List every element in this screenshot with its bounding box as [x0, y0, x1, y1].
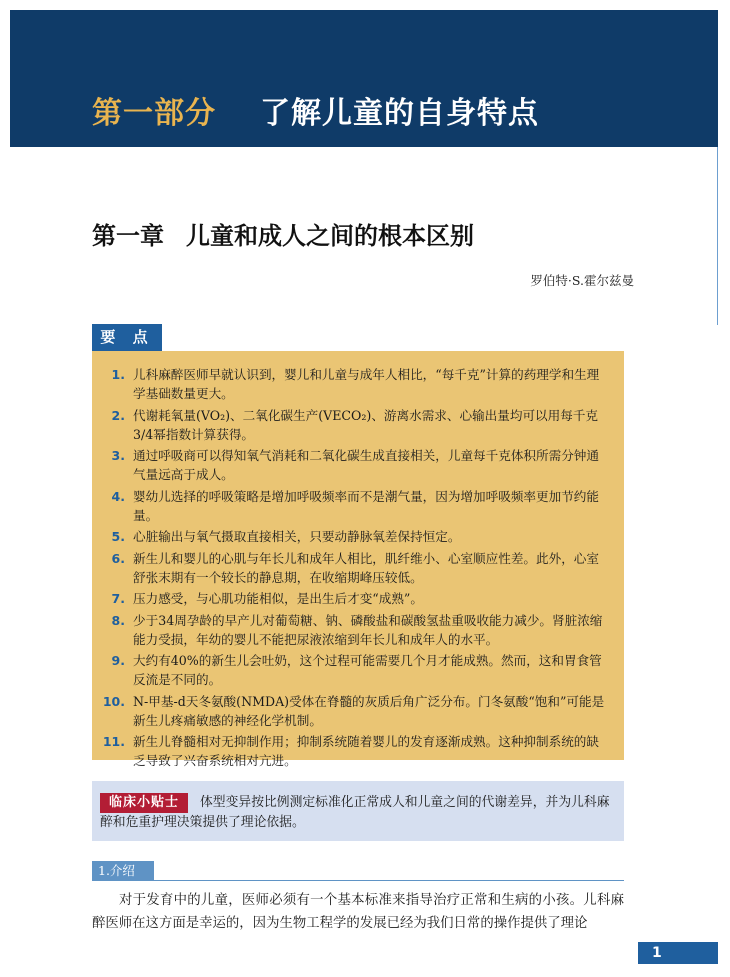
key-point-number: 7.	[111, 591, 125, 606]
part-title	[92, 88, 539, 132]
chapter-heading: 儿童和成人之间的根本区别	[186, 222, 474, 250]
key-point-text: 儿科麻醉医师早就认识到，婴儿和儿童与成年人相比，“每千克”计算的药理学和生理学基础数量更大。	[133, 367, 600, 401]
key-points-list	[92, 365, 624, 773]
key-point-item	[92, 651, 624, 689]
section-heading-intro: 1.介绍	[92, 861, 154, 880]
key-point-text: 大约有40%的新生儿会吐奶，这个过程可能需要几个月才能成熟。然而，这和胃食管反流是不同的。	[133, 653, 602, 687]
margin-rule	[717, 147, 718, 325]
key-point-text: 压力感受，与心肌功能相似，是出生后才变“成熟”。	[133, 591, 423, 606]
clinical-tip-label: 临床小贴士	[100, 793, 188, 813]
key-point-item	[92, 406, 624, 444]
part-number: 第一部分	[92, 96, 216, 131]
key-point-number: 3.	[111, 448, 125, 463]
section-rule	[92, 880, 624, 881]
key-point-number: 10.	[102, 693, 125, 709]
clinical-tip-text: 体型变异按比例测定标准化正常成人和儿童之间的代谢差异，并为儿科麻醉和危重护理决策提供了理论依据。	[100, 795, 610, 830]
key-point-text: 新生儿和婴儿的心肌与年长儿和成年人相比，肌纤维小、心室顺应性差。此外，心室舒张末期有一个较长的静息期，在收缩期峰压较低。	[133, 550, 599, 585]
key-point-number: 8.	[111, 612, 125, 628]
key-point-text: N-甲基-d天冬氨酸(NMDA)受体在脊髓的灰质后角广泛分布。门冬氨酸“饱和”可能是新生儿疼痛敏感的神经化学机制。	[133, 693, 605, 728]
intro-paragraph: 对于发育中的儿童，医师必须有一个基本标准来指导治疗正常和生病的小孩。儿科麻醉医师在这方面是幸运的，因为生物工程学的发展已经为我们日常的操作提供了理论	[92, 893, 624, 931]
author-name: 罗伯特·S.霍尔兹曼	[530, 273, 634, 288]
clinical-tip-box	[92, 781, 624, 841]
key-points-label: 要 点	[92, 324, 162, 351]
key-point-text: 婴幼儿选择的呼吸策略是增加呼吸频率而不是潮气量，因为增加呼吸频率更加节约能量。	[133, 488, 599, 523]
page-number: 1	[638, 942, 718, 964]
chapter-number: 第一章	[92, 222, 164, 250]
key-point-number: 11.	[102, 734, 125, 749]
key-point-number: 9.	[111, 653, 125, 668]
key-point-text: 心脏输出与氧气摄取直接相关，只要动静脉氧差保持恒定。	[133, 529, 461, 544]
key-point-item	[92, 732, 624, 770]
key-point-item	[92, 487, 624, 525]
key-point-text: 新生儿脊髓相对无抑制作用；抑制系统随着婴儿的发育逐渐成熟。这种抑制系统的缺乏导致了兴奋系统相对亢进。	[133, 734, 599, 768]
key-point-text: 代谢耗氧量(VO₂)、二氧化碳生产(VECO₂)、游离水需求、心输出量均可以用每千克3/4幂指数计算获得。	[133, 407, 599, 442]
key-point-item	[92, 446, 624, 484]
key-point-text: 通过呼吸商可以得知氧气消耗和二氧化碳生成直接相关，儿童每千克体积所需分钟通气量远高于成人。	[133, 448, 599, 482]
key-point-text: 少于34周孕龄的早产儿对葡萄糖、钠、磷酸盐和碳酸氢盐重吸收能力减少。肾脏浓缩能力受损，年幼的婴儿不能把尿液浓缩到年长儿和成年人的水平。	[133, 612, 603, 647]
key-point-number: 1.	[111, 367, 125, 382]
part-heading: 了解儿童的自身特点	[260, 96, 539, 131]
key-point-item	[92, 365, 624, 403]
key-point-item	[92, 527, 624, 546]
key-point-item	[92, 692, 624, 730]
chapter-title	[92, 216, 474, 251]
key-point-number: 4.	[111, 488, 125, 504]
key-point-item	[92, 611, 624, 649]
key-point-item	[92, 549, 624, 587]
key-point-number: 6.	[111, 550, 125, 566]
key-point-number: 5.	[111, 529, 125, 544]
key-points-box	[92, 351, 624, 768]
key-point-number: 2.	[111, 407, 125, 423]
key-point-item	[92, 589, 624, 608]
